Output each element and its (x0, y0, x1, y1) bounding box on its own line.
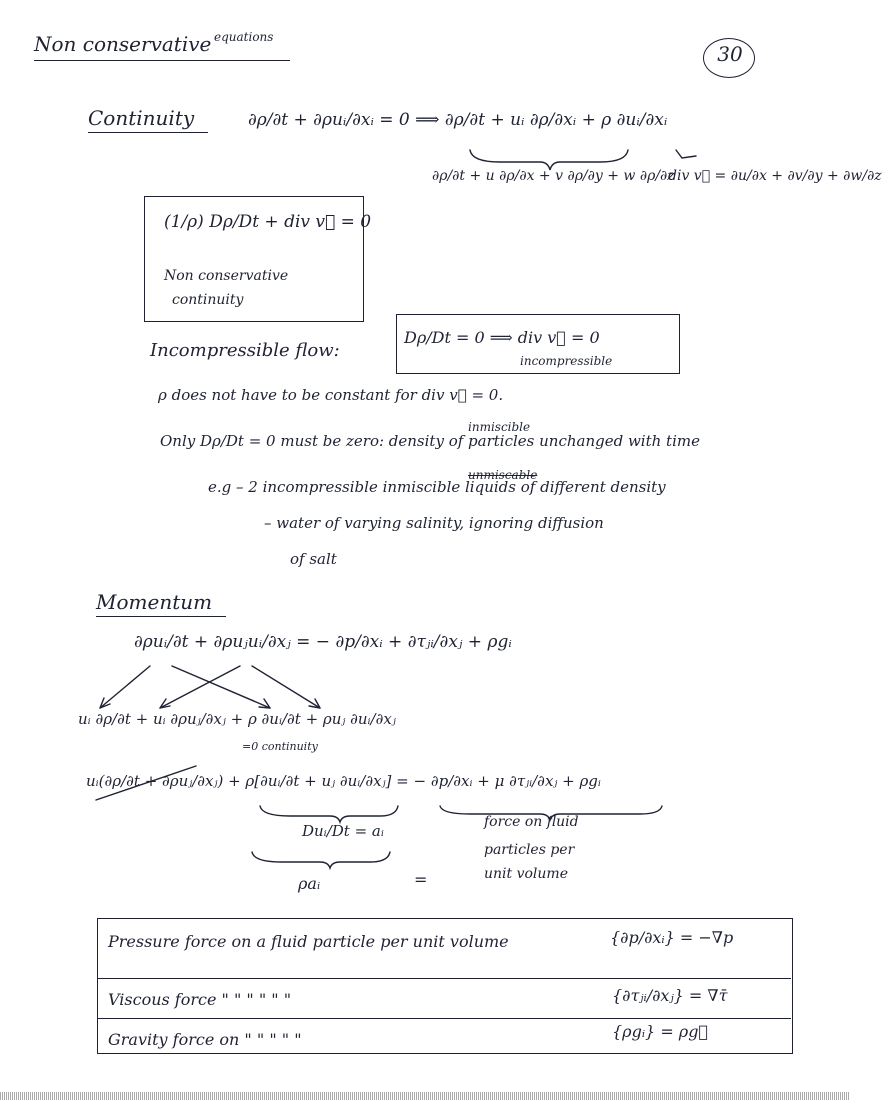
rho-a-term: ρaᵢ (298, 874, 321, 893)
table-row-value-gravity: {ρgᵢ} = ρg⃗ (612, 1022, 709, 1041)
note-line-2: Only Dρ/Dt = 0 must be zero: density of particles unchanged with time (160, 432, 700, 450)
arrow-2 (172, 666, 270, 708)
force-label-line-2: particles per (484, 842, 575, 858)
note-line-4: – water of varying salinity, ignoring diffusion (264, 514, 604, 532)
acceleration-definition: Duᵢ/Dt = aᵢ (302, 822, 384, 840)
arrow-1-head (100, 698, 110, 708)
momentum-equation: ∂ρuᵢ/∂t + ∂ρuⱼuᵢ/∂xⱼ = − ∂p/∂xᵢ + ∂τⱼᵢ/∂xⱼ + ρgᵢ (134, 632, 512, 652)
note-line-2-insert: inmiscible (468, 420, 531, 434)
momentum-heading: Momentum (96, 590, 213, 614)
scan-edge-strip (0, 1092, 850, 1100)
continuity-brace (470, 150, 628, 170)
table-row-label-gravity: Gravity force on " " " " " (108, 1030, 302, 1049)
divergence-definition: div v⃗ = ∂u/∂x + ∂v/∂y + ∂w/∂z (668, 168, 882, 184)
incompressible-equation: Dρ/Dt = 0 ⟹ div v⃗ = 0 (404, 328, 600, 347)
arrow-3-head (160, 699, 170, 708)
page-number: 30 (717, 42, 743, 66)
momentum-expanded: uᵢ ∂ρ/∂t + uᵢ ∂ρuⱼ/∂xⱼ + ρ ∂uᵢ/∂t + ρuⱼ ∂uᵢ/∂xⱼ (78, 710, 396, 728)
continuity-heading: Continuity (88, 106, 195, 130)
arrow-1 (100, 666, 150, 708)
title-underline (34, 60, 290, 61)
continuity-zero-note: =0 continuity (242, 740, 318, 753)
note-line-1: ρ does not have to be constant for div v⃗ = 0. (158, 386, 504, 404)
arrow-3 (160, 666, 240, 708)
continuity-equation: ∂ρ/∂t + ∂ρuᵢ/∂xᵢ = 0 ⟹ ∂ρ/∂t + uᵢ ∂ρ/∂xᵢ + ρ ∂uᵢ/∂xᵢ (248, 110, 668, 130)
box-label-line-1: Non conservative (164, 268, 289, 284)
arrow-4-head (309, 699, 320, 708)
nonconservative-continuity-equation: (1/ρ) Dρ/Dt + div v⃗ = 0 (164, 212, 372, 232)
momentum-regrouped: uᵢ(∂ρ/∂t + ∂ρuⱼ/∂xⱼ) + ρ[∂uᵢ/∂t + uⱼ ∂uᵢ/∂xⱼ] = − ∂p/∂xᵢ + μ ∂τⱼᵢ/∂xⱼ + ρgᵢ (86, 772, 601, 790)
table-row-divider-1 (97, 978, 791, 979)
table-row-divider-2 (97, 1018, 791, 1019)
momentum-underline (96, 616, 226, 617)
continuity-underline (88, 132, 208, 133)
page-title: Non conservative (34, 32, 212, 56)
arrow-4 (252, 666, 320, 708)
table-row-label-viscous: Viscous force " " " " " " (108, 990, 292, 1009)
incompressible-note: incompressible (520, 354, 613, 368)
box-label-line-2: continuity (172, 292, 244, 308)
table-row-value-viscous: {∂τⱼᵢ/∂xⱼ} = ∇τ̄ (612, 986, 728, 1005)
force-label-line-3: unit volume (484, 866, 568, 882)
table-row-value-pressure: {∂p/∂xᵢ} = −∇p (610, 928, 734, 947)
note-line-5: of salt (290, 550, 337, 568)
note-line-3: e.g – 2 incompressible inmiscible liquids of different density (208, 478, 666, 496)
note-line-3-strikeout: unmiscable (468, 468, 538, 482)
incompressible-label: Incompressible flow: (150, 340, 340, 361)
arrow-2-head (259, 699, 270, 708)
continuity-expansion: ∂ρ/∂t + u ∂ρ/∂x + v ∂ρ/∂y + w ∂ρ/∂z (432, 168, 675, 184)
table-row-label-pressure: Pressure force on a fluid particle per unit volume (108, 932, 509, 951)
div-arrow (676, 150, 696, 158)
acceleration-brace (260, 806, 398, 822)
title-insert-note: equations (214, 30, 274, 44)
rho-a-brace (252, 852, 390, 868)
force-label-line-1: force on fluid (484, 814, 579, 830)
equals-sign: = (414, 870, 428, 889)
